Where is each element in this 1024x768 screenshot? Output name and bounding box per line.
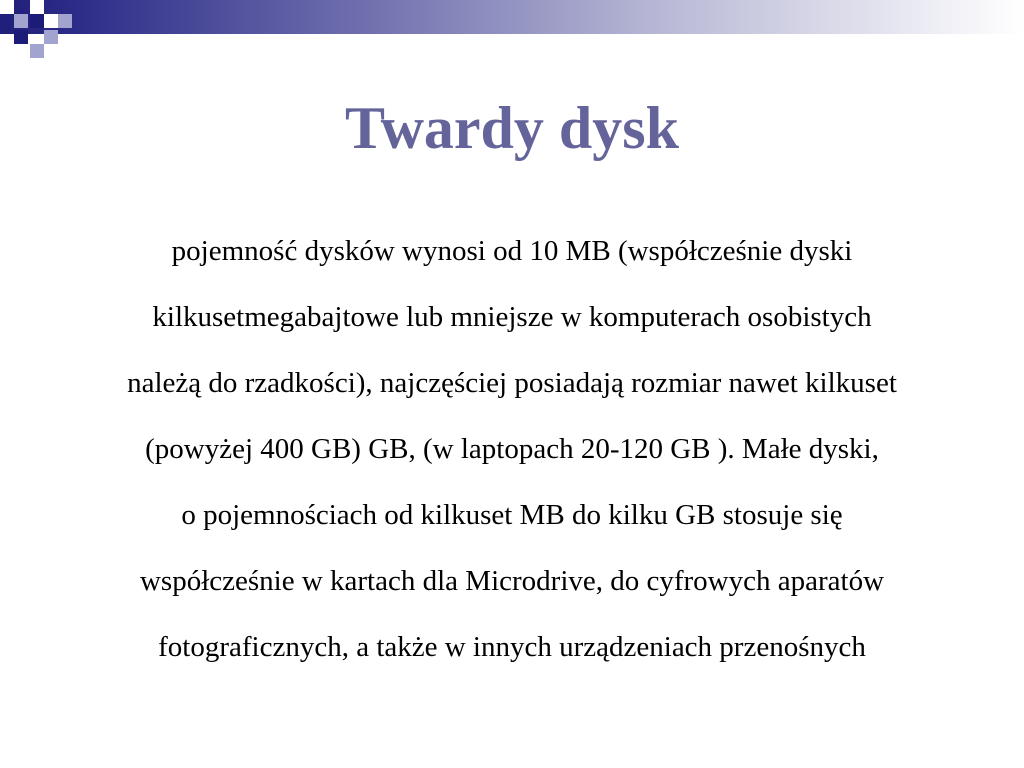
body-line: pojemność dysków wynosi od 10 MB (współcześnie dyski [171,235,853,267]
body-line: kilkusetmegabajtowe lub mniejsze w komputerach osobistych [152,301,872,333]
body-line: należą do rzadkości), najczęściej posiadają rozmiar nawet kilkuset [127,367,897,399]
body-line: współcześnie w kartach dla Microdrive, do cyfrowych aparatów [139,565,885,597]
header-gradient-band [0,0,1024,34]
body-line: fotograficznych, a także w innych urządzeniach przenośnych [158,631,866,663]
body-line: o pojemnościach od kilkuset MB do kilku GB stosuje się [181,499,843,531]
body-line: (powyżej 400 GB) GB, (w laptopach 20-120 GB ). Małe dyski, [145,433,879,465]
slide-body-text [0,218,1024,680]
slide-title: Twardy dysk [345,95,679,161]
